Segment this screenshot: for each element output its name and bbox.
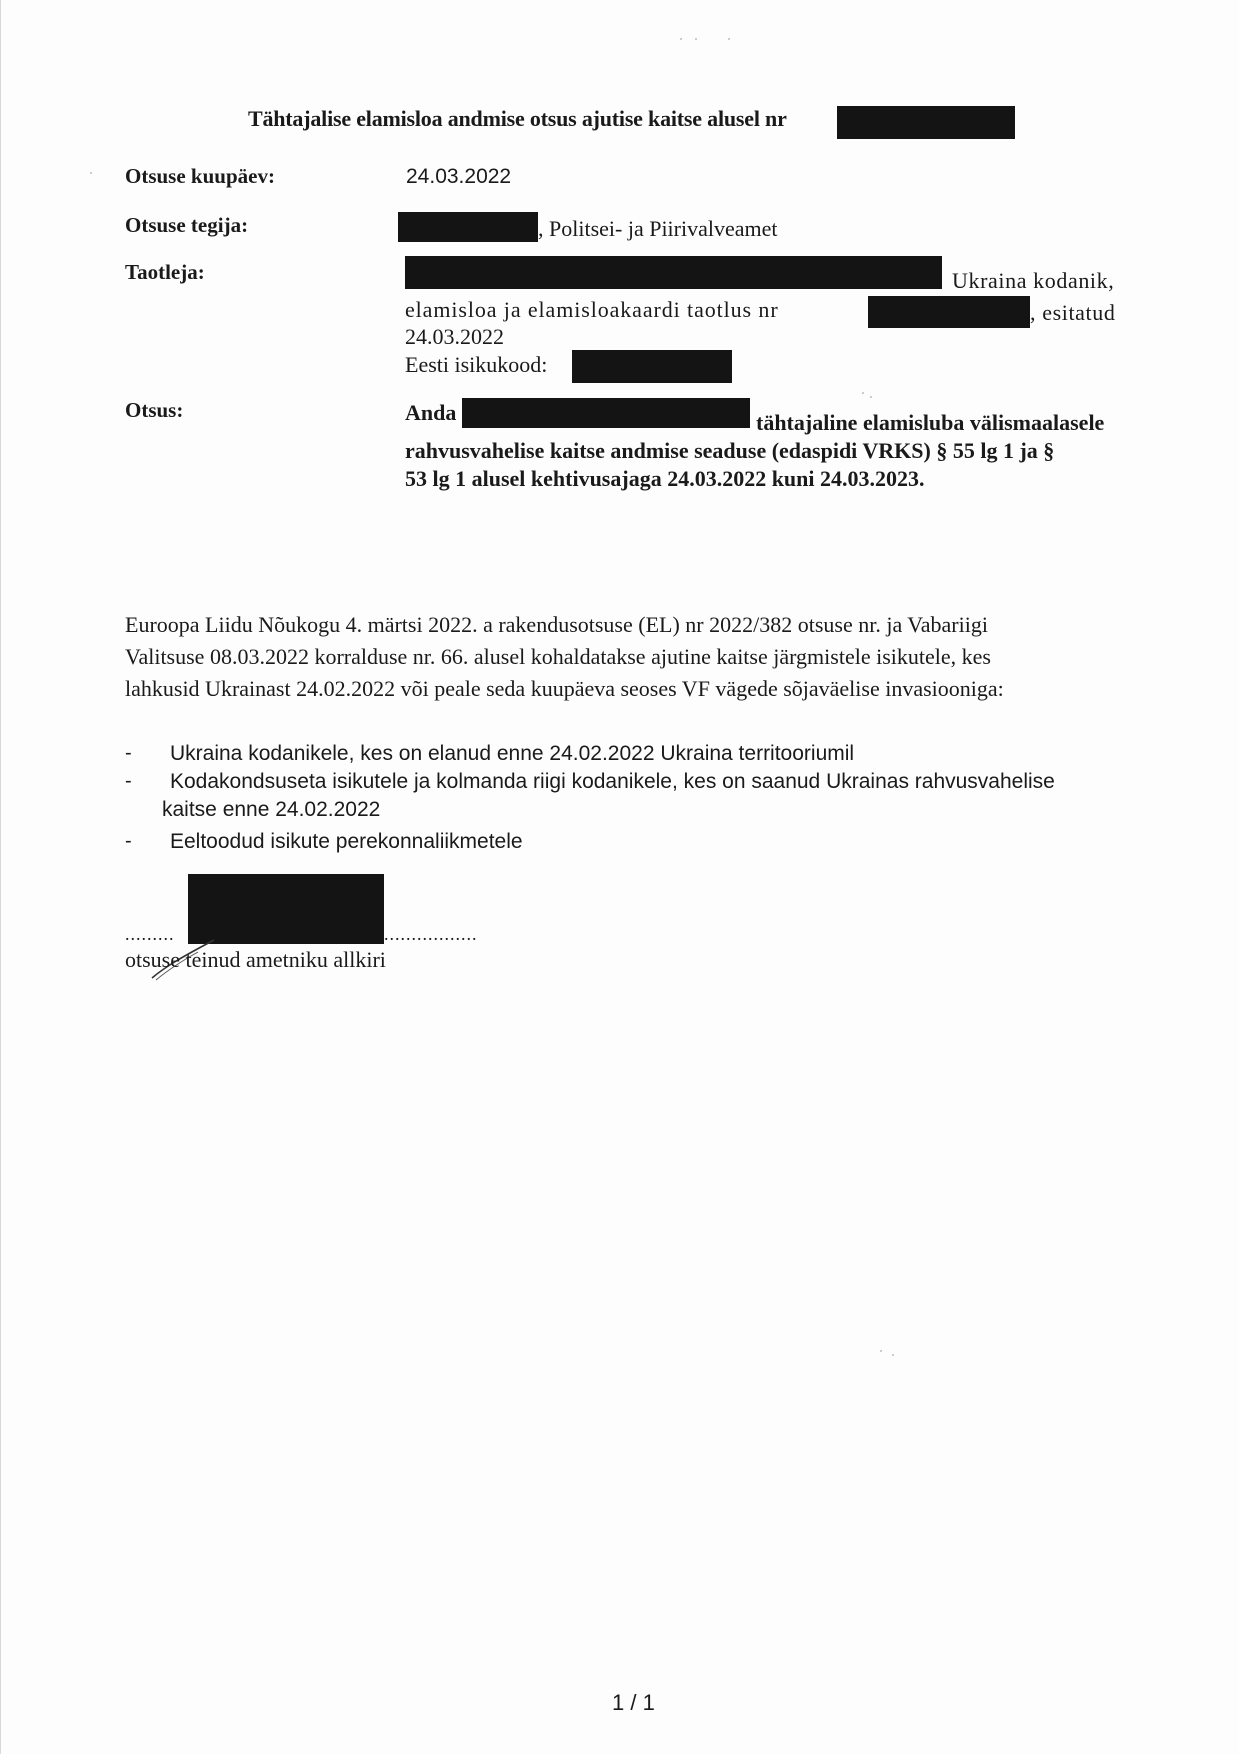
decision-date-value: 24.03.2022: [406, 165, 512, 188]
body-paragraph-line-3: lahkusid Ukrainast 24.02.2022 või peale seda kuupäeva seoses VF vägede sõjaväelise invasiooniga:: [125, 676, 1004, 701]
bullet-item-1: Ukraina kodanikele, kes on elanud enne 24.02.2022 Ukraina territooriumil: [170, 742, 855, 765]
redacted-applicant-name: [405, 256, 942, 289]
personal-code-label: Eesti isikukood:: [405, 352, 548, 377]
bullet-item-3: Eeltoodud isikute perekonnaliikmetele: [170, 830, 523, 853]
scan-speck: [862, 392, 864, 394]
document-title: Tähtajalise elamisloa andmise otsus ajutise kaitse alusel nr: [248, 106, 787, 131]
decision-line-3: 53 lg 1 alusel kehtivusajaga 24.03.2022 kuni 24.03.2023.: [405, 466, 925, 491]
scan-speck: [880, 1350, 882, 1352]
page-number: 1 / 1: [612, 1690, 655, 1715]
scan-speck: [680, 38, 682, 40]
decision-line-1-end: tähtajaline elamisluba välismaalasele: [756, 410, 1105, 435]
decision-maker-value: , Politsei- ja Piirivalveamet: [538, 216, 778, 241]
scan-speck: [728, 38, 730, 40]
redacted-personal-code: [572, 350, 732, 383]
body-paragraph-line-1: Euroopa Liidu Nõukogu 4. märtsi 2022. a rakendusotsuse (EL) nr 2022/382 otsuse nr. ja Vabariigi: [125, 612, 988, 637]
redacted-official-name: [398, 212, 538, 242]
bullet-dash: -: [125, 742, 132, 764]
scan-edge: [0, 0, 1, 1754]
scan-speck: [90, 172, 92, 174]
redacted-decision-number: [837, 106, 1015, 139]
bullet-dash: -: [125, 770, 132, 792]
applicant-citizenship: Ukraina kodanik,: [952, 268, 1115, 293]
submitted-label: , esitatud: [1030, 300, 1116, 325]
scan-speck: [870, 396, 872, 398]
decision-line-1-start: Anda: [405, 400, 457, 425]
redacted-application-number: [868, 296, 1030, 328]
bullet-item-2-line-1: Kodakondsuseta isikutele ja kolmanda riigi kodanikele, kes on saanud Ukrainas rahvusvahelise: [170, 770, 1055, 793]
signature-dots-right: .................: [384, 924, 478, 944]
decision-maker-label: Otsuse tegija:: [125, 213, 249, 237]
scan-speck: [695, 38, 697, 40]
decision-date-label: Otsuse kuupäev:: [125, 164, 275, 188]
submitted-date: 24.03.2022: [405, 324, 504, 349]
decision-label: Otsus:: [125, 398, 184, 422]
redacted-signature: [188, 874, 384, 944]
body-paragraph-line-2: Valitsuse 08.03.2022 korralduse nr. 66. alusel kohaldatakse ajutine kaitse järgmistele isikutele, kes: [125, 644, 991, 669]
application-text: elamisloa ja elamisloakaardi taotlus nr: [405, 297, 779, 322]
scan-speck: [892, 1354, 894, 1356]
decision-line-2: rahvusvahelise kaitse andmise seaduse (edaspidi VRKS) § 55 lg 1 ja §: [405, 438, 1055, 463]
bullet-dash: -: [125, 830, 132, 852]
applicant-label: Taotleja:: [125, 260, 205, 284]
redacted-applicant-name-2: [462, 398, 750, 428]
bullet-item-2-line-2: kaitse enne 24.02.2022: [162, 798, 381, 821]
signature-label: otsuse teinud ametniku allkiri: [125, 947, 386, 972]
signature-dots-left: .........: [125, 924, 175, 944]
